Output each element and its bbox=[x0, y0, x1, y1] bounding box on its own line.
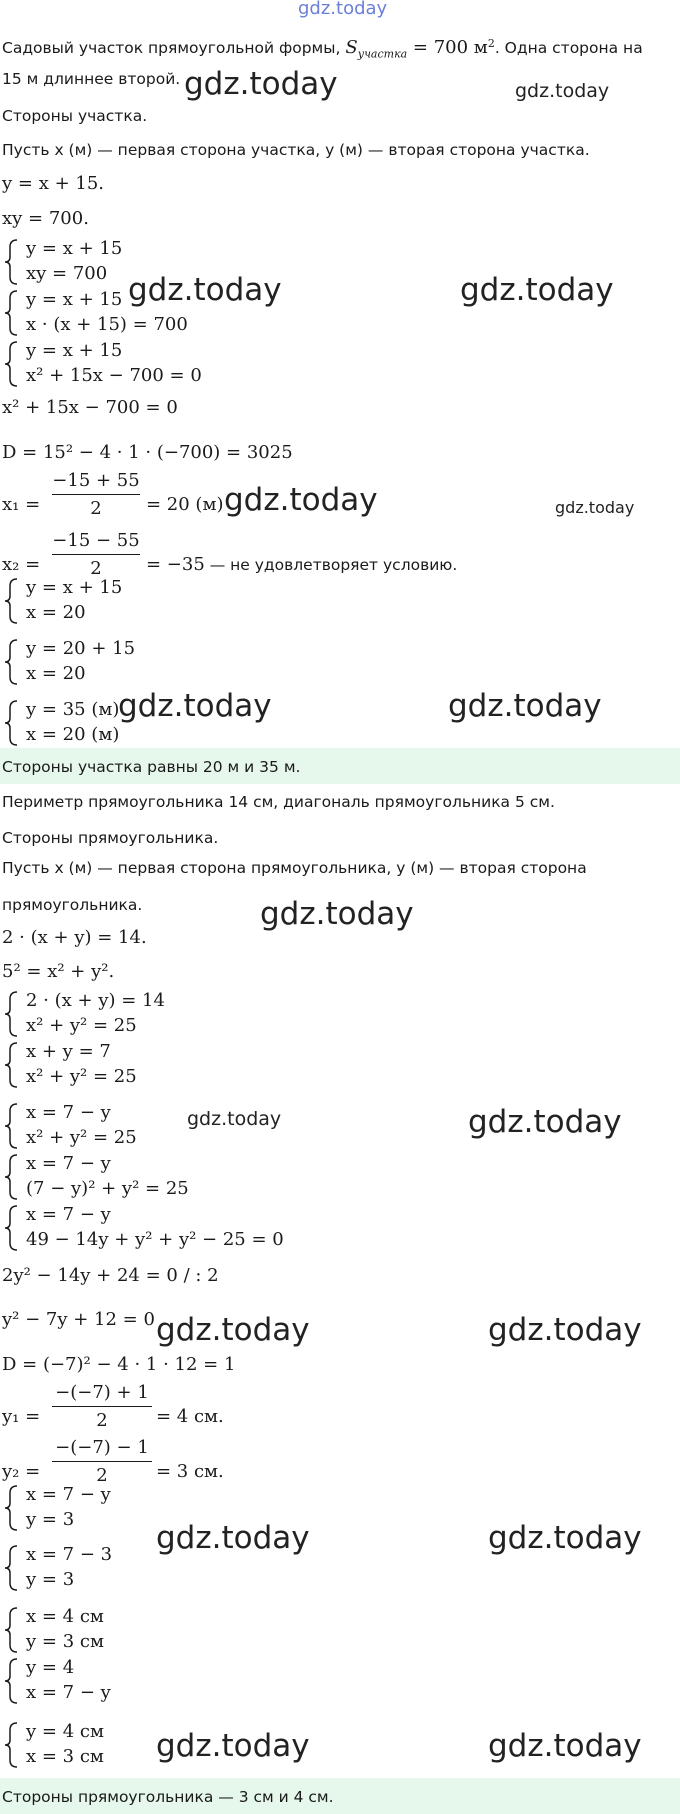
system-row: (7 − y)² + y² = 25 bbox=[26, 1178, 189, 1199]
task1-eq2: xy = 700. bbox=[2, 208, 89, 229]
task2-eq4: y² − 7y + 12 = 0 bbox=[2, 1309, 155, 1330]
brace-icon bbox=[2, 699, 20, 747]
system-row: y = 3 см bbox=[26, 1631, 104, 1652]
watermark-top: gdz.today bbox=[298, 0, 388, 19]
system-row: 2 · (x + y) = 14 bbox=[26, 990, 165, 1011]
brace-icon bbox=[2, 1041, 20, 1089]
task2-discriminant: D = (−7)² − 4 · 1 · 12 = 1 bbox=[2, 1354, 236, 1375]
task2-eq1: 2 · (x + y) = 14. bbox=[2, 927, 147, 948]
brace-icon bbox=[2, 1721, 20, 1769]
task1-x1-rhs: = 20 (м) bbox=[146, 494, 224, 515]
brace-icon bbox=[2, 577, 20, 625]
fraction-bar bbox=[52, 494, 140, 495]
task2-statement: Периметр прямоугольника 14 см, диагональ прямоугольника 5 см. bbox=[2, 793, 555, 811]
system-row: x = 7 − y bbox=[26, 1484, 111, 1505]
watermark: gdz.today bbox=[515, 80, 610, 102]
task2-let: Пусть x (м) — первая сторона прямоугольника, y (м) — вторая сторона bbox=[2, 859, 587, 877]
system-row: y = 20 + 15 bbox=[26, 638, 136, 659]
brace-icon bbox=[2, 1657, 20, 1705]
watermark: gdz.today bbox=[448, 688, 602, 724]
task2-y2-rhs: = 3 см. bbox=[156, 1461, 224, 1482]
task1-find: Стороны участка. bbox=[2, 107, 148, 125]
system-row: x = 7 − y bbox=[26, 1102, 111, 1123]
system-row: x · (x + 15) = 700 bbox=[26, 314, 188, 335]
watermark: gdz.today bbox=[260, 896, 414, 932]
task2-answer: Стороны прямоугольника — 3 см и 4 см. bbox=[2, 1788, 334, 1806]
brace-icon bbox=[2, 340, 20, 388]
fraction-denominator: 2 bbox=[90, 498, 102, 519]
task2-y1-lhs: y₁ = bbox=[2, 1406, 41, 1427]
task1-x1-lhs: x₁ = bbox=[2, 494, 41, 515]
fraction-denominator: 2 bbox=[90, 558, 102, 579]
system-row: x = 7 − 3 bbox=[26, 1544, 113, 1565]
watermark: gdz.today bbox=[488, 1312, 642, 1348]
system-row: x² + y² = 25 bbox=[26, 1066, 137, 1087]
system-row: y = 35 (м) bbox=[26, 699, 120, 720]
fraction-numerator: −(−7) + 1 bbox=[55, 1382, 149, 1403]
brace-icon bbox=[2, 1484, 20, 1532]
system-row: x = 7 − y bbox=[26, 1153, 111, 1174]
task1-let: Пусть x (м) — первая сторона участка, y (м) — вторая сторона участка. bbox=[2, 141, 590, 159]
task1-x2-fraction bbox=[52, 530, 140, 582]
system-row: x = 20 (м) bbox=[26, 724, 120, 745]
task1-statement: Садовый участок прямоугольной формы, $S_{участка} = 700$ $м^2$. Одна сторона на bbox=[2, 37, 643, 61]
watermark: gdz.today bbox=[128, 272, 282, 308]
brace-icon bbox=[2, 1153, 20, 1201]
brace-icon bbox=[2, 289, 20, 337]
system-row: y = x + 15 bbox=[26, 340, 123, 361]
system-row: 49 − 14y + y² + y² − 25 = 0 bbox=[26, 1229, 284, 1250]
watermark: gdz.today bbox=[156, 1728, 310, 1764]
system-row: x = 3 см bbox=[26, 1746, 104, 1767]
task2-eq3: 2y² − 14y + 24 = 0 / : 2 bbox=[2, 1265, 219, 1286]
system-row: y = 3 bbox=[26, 1569, 75, 1590]
task1-x2-rhs: = −35 — не удовлетворяет условию. bbox=[146, 554, 458, 575]
brace-icon bbox=[2, 638, 20, 686]
brace-icon bbox=[2, 990, 20, 1038]
task1-quadratic: x² + 15x − 700 = 0 bbox=[2, 397, 178, 418]
watermark: gdz.today bbox=[488, 1520, 642, 1556]
task1-x1-fraction bbox=[52, 470, 140, 522]
watermark: gdz.today bbox=[118, 688, 272, 724]
brace-icon bbox=[2, 1606, 20, 1654]
fraction-bar bbox=[52, 1406, 152, 1407]
task2-find: Стороны прямоугольника. bbox=[2, 829, 219, 847]
system-row: y = 3 bbox=[26, 1509, 75, 1530]
system-row: y = 4 bbox=[26, 1657, 75, 1678]
watermark: gdz.today bbox=[555, 498, 635, 517]
system-row: x² + y² = 25 bbox=[26, 1127, 137, 1148]
system-row: x = 4 см bbox=[26, 1606, 104, 1627]
task1-x2-lhs: x₂ = bbox=[2, 554, 41, 575]
task2-let-cont: прямоугольника. bbox=[2, 896, 143, 914]
task1-answer: Стороны участка равны 20 м и 35 м. bbox=[2, 758, 301, 776]
watermark: gdz.today bbox=[184, 66, 338, 102]
system-row: x = 7 − y bbox=[26, 1204, 111, 1225]
watermark: gdz.today bbox=[468, 1104, 622, 1140]
watermark: gdz.today bbox=[224, 482, 378, 518]
system-row: x² + y² = 25 bbox=[26, 1015, 137, 1036]
fraction-numerator: −15 − 55 bbox=[52, 530, 140, 551]
fraction-bar bbox=[52, 1461, 152, 1462]
watermark: gdz.today bbox=[187, 1108, 282, 1130]
brace-icon bbox=[2, 1544, 20, 1592]
task1-eq1: y = x + 15. bbox=[2, 173, 104, 194]
brace-icon bbox=[2, 1204, 20, 1252]
watermark: gdz.today bbox=[460, 272, 614, 308]
system-row: x² + 15x − 700 = 0 bbox=[26, 365, 202, 386]
fraction-denominator: 2 bbox=[96, 1410, 108, 1431]
task2-y2-fraction bbox=[52, 1437, 152, 1489]
system-row: xy = 700 bbox=[26, 263, 108, 284]
system-row: y = x + 15 bbox=[26, 238, 123, 259]
system-row: y = x + 15 bbox=[26, 577, 123, 598]
task2-y1-rhs: = 4 см. bbox=[156, 1406, 224, 1427]
watermark: gdz.today bbox=[488, 1728, 642, 1764]
fraction-numerator: −15 + 55 bbox=[52, 470, 140, 491]
task1-discriminant: D = 15² − 4 · 1 · (−700) = 3025 bbox=[2, 442, 293, 463]
brace-icon bbox=[2, 1102, 20, 1150]
system-row: x + y = 7 bbox=[26, 1041, 111, 1062]
fraction-bar bbox=[52, 554, 140, 555]
system-row: x = 7 − y bbox=[26, 1682, 111, 1703]
task2-y1-fraction bbox=[52, 1382, 152, 1434]
system-row: y = x + 15 bbox=[26, 289, 123, 310]
watermark: gdz.today bbox=[156, 1312, 310, 1348]
task1-statement-cont: 15 м длиннее второй. bbox=[2, 70, 181, 88]
fraction-numerator: −(−7) − 1 bbox=[55, 1437, 149, 1458]
brace-icon bbox=[2, 238, 20, 286]
task2-eq2: 5² = x² + y². bbox=[2, 961, 115, 982]
task2-y2-lhs: y₂ = bbox=[2, 1461, 41, 1482]
fraction-denominator: 2 bbox=[96, 1465, 108, 1486]
system-row: x = 20 bbox=[26, 602, 86, 623]
system-row: y = 4 см bbox=[26, 1721, 104, 1742]
watermark: gdz.today bbox=[156, 1520, 310, 1556]
system-row: x = 20 bbox=[26, 663, 86, 684]
